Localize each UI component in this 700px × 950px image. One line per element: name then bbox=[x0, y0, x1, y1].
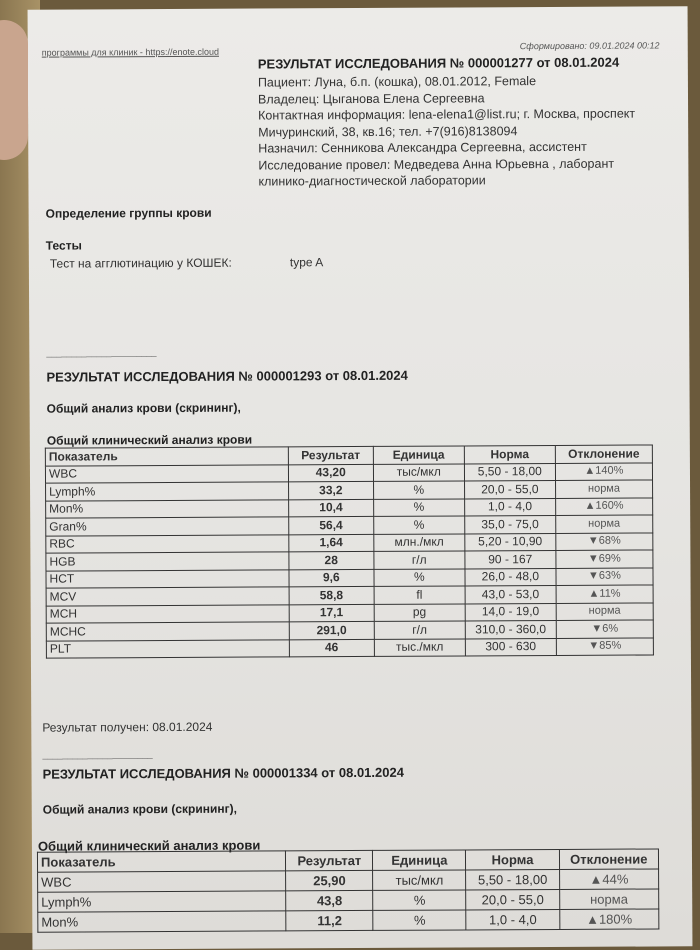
norm-cell: 310,0 - 360,0 bbox=[465, 620, 556, 638]
result-2-title: РЕЗУЛЬТАТ ИССЛЕДОВАНИЯ № 000001334 от 08.01.2024 bbox=[42, 764, 404, 782]
unit-cell: fl bbox=[374, 586, 465, 604]
deviation-cell: ▲180% bbox=[559, 909, 658, 930]
indicator-cell: Lymph% bbox=[46, 482, 289, 501]
deviation-cell: ▼6% bbox=[556, 620, 653, 638]
patient-line: Пациент: Луна, б.п. (кошка), 08.01.2012, Female bbox=[257, 74, 537, 90]
unit-cell: тыс/мкл bbox=[373, 463, 464, 481]
norm-cell: 20,0 - 55,0 bbox=[466, 889, 559, 909]
separator: ______________________ bbox=[46, 347, 157, 358]
owner-line: Владелец: Цыганова Елена Сергеевна bbox=[257, 90, 485, 107]
result-cell: 28 bbox=[289, 551, 374, 569]
result-cell: 10,4 bbox=[288, 499, 373, 517]
norm-cell: 14,0 - 19,0 bbox=[465, 603, 556, 621]
result-cell: 58,8 bbox=[289, 586, 374, 604]
contact-line: Контактная информация: lena-elena1@list.ru; г. Москва, проспект bbox=[258, 106, 636, 123]
indicator-cell: RBC bbox=[46, 534, 289, 553]
norm-cell: 20,0 - 55,0 bbox=[464, 480, 555, 498]
unit-cell: г/л bbox=[374, 621, 465, 639]
indicator-cell: Mon% bbox=[38, 911, 286, 932]
column-header: Отклонение bbox=[559, 849, 658, 870]
document-page bbox=[28, 6, 693, 949]
column-header: Результат bbox=[288, 446, 373, 464]
norm-cell: 1,0 - 4,0 bbox=[466, 909, 559, 929]
column-header: Показатель bbox=[45, 447, 288, 466]
result-1-received: Результат получен: 08.01.2024 bbox=[42, 719, 213, 735]
patient-info bbox=[258, 73, 636, 190]
indicator-cell: MCH bbox=[46, 604, 289, 623]
column-header: Единица bbox=[373, 850, 466, 870]
deviation-cell: норма bbox=[555, 480, 652, 498]
deviation-cell: ▲11% bbox=[556, 585, 653, 603]
result-2-table bbox=[37, 848, 659, 932]
result-cell: 43,20 bbox=[288, 464, 373, 482]
indicator-cell: Gran% bbox=[46, 517, 289, 536]
result-cell: 11,2 bbox=[286, 910, 373, 930]
indicator-cell: WBC bbox=[38, 871, 286, 892]
result-1-table-title: Общий клинический анализ крови bbox=[46, 432, 253, 448]
unit-cell: pg bbox=[374, 603, 465, 621]
norm-cell: 90 - 167 bbox=[465, 550, 556, 568]
result-cell: 56,4 bbox=[288, 516, 373, 534]
unit-cell: % bbox=[373, 910, 466, 930]
column-header: Норма bbox=[466, 849, 559, 869]
norm-cell: 1,0 - 4,0 bbox=[464, 498, 555, 516]
indicator-cell: HCT bbox=[46, 569, 289, 588]
table-row bbox=[38, 909, 659, 932]
result-cell: 17,1 bbox=[289, 604, 374, 622]
unit-cell: млн./мкл bbox=[374, 533, 465, 551]
result-cell: 46 bbox=[289, 639, 374, 657]
deviation-cell: норма bbox=[556, 602, 653, 620]
indicator-cell: HGB bbox=[46, 552, 289, 571]
deviation-cell: ▼85% bbox=[556, 637, 653, 655]
column-header: Отклонение bbox=[555, 445, 652, 463]
column-header: Норма bbox=[464, 445, 555, 463]
blood-group-heading: Определение группы крови bbox=[45, 205, 212, 221]
norm-cell: 300 - 630 bbox=[465, 638, 556, 656]
indicator-cell: MCV bbox=[46, 587, 289, 606]
norm-cell: 5,50 - 18,00 bbox=[464, 463, 555, 481]
unit-cell: % bbox=[374, 568, 465, 586]
column-header: Единица bbox=[373, 446, 464, 464]
result-cell: 1,64 bbox=[289, 534, 374, 552]
address-line: Мичуринский, 38, кв.16; тел. +7(916)8138094 bbox=[258, 123, 518, 140]
result-1-title: РЕЗУЛЬТАТ ИССЛЕДОВАНИЯ № 000001293 от 08.01.2024 bbox=[46, 367, 408, 385]
generated-timestamp: Сформировано: 09.01.2024 00:12 bbox=[519, 40, 660, 52]
test-value: type A bbox=[289, 255, 324, 270]
deviation-cell: ▼68% bbox=[556, 532, 653, 550]
unit-cell: % bbox=[373, 498, 464, 516]
result-1-table bbox=[45, 444, 654, 658]
indicator-cell: Lymph% bbox=[38, 891, 286, 912]
deviation-cell: ▲160% bbox=[555, 497, 652, 515]
column-header: Показатель bbox=[37, 851, 285, 872]
unit-cell: тыс./мкл bbox=[374, 638, 465, 656]
report-title: РЕЗУЛЬТАТ ИССЛЕДОВАНИЯ № 000001277 от 08.01.2024 bbox=[257, 54, 620, 72]
norm-cell: 35,0 - 75,0 bbox=[465, 515, 556, 533]
norm-cell: 5,20 - 10,90 bbox=[465, 533, 556, 551]
test-name: Тест на агглютинацию у КОШЕК: bbox=[49, 255, 232, 271]
deviation-cell: норма bbox=[559, 889, 658, 910]
deviation-cell: норма bbox=[556, 515, 653, 533]
result-2-table-title: Общий клинический анализ крови bbox=[37, 837, 261, 854]
norm-cell: 5,50 - 18,00 bbox=[466, 869, 559, 889]
deviation-cell: ▼69% bbox=[556, 550, 653, 568]
performed-line: Исследование провел: Медведева Анна Юрьевна , лаборант bbox=[258, 156, 615, 173]
assigned-line: Назначил: Сенникова Александра Сергеевна, ассистент bbox=[258, 139, 587, 156]
tests-heading: Тесты bbox=[45, 238, 82, 253]
unit-cell: % bbox=[373, 516, 464, 534]
deviation-cell: ▼63% bbox=[556, 567, 653, 585]
table-row bbox=[46, 637, 653, 658]
separator: ______________________ bbox=[42, 749, 153, 760]
result-cell: 9,6 bbox=[289, 569, 374, 587]
norm-cell: 26,0 - 48,0 bbox=[465, 568, 556, 586]
indicator-cell: MCHC bbox=[46, 622, 289, 641]
unit-cell: тыс/мкл bbox=[373, 870, 466, 890]
column-header: Результат bbox=[286, 850, 373, 870]
result-cell: 25,90 bbox=[286, 870, 373, 890]
unit-cell: % bbox=[373, 890, 466, 910]
lab-line: клинико-диагностической лаборатории bbox=[258, 173, 486, 189]
result-cell: 291,0 bbox=[289, 621, 374, 639]
unit-cell: % bbox=[373, 481, 464, 499]
indicator-cell: Mon% bbox=[46, 499, 289, 518]
result-1-subtitle: Общий анализ крови (скрининг), bbox=[46, 400, 241, 416]
norm-cell: 43,0 - 53,0 bbox=[465, 585, 556, 603]
indicator-cell: WBC bbox=[45, 464, 288, 483]
hand bbox=[0, 20, 28, 160]
result-cell: 33,2 bbox=[288, 481, 373, 499]
indicator-cell: PLT bbox=[46, 639, 289, 658]
deviation-cell: ▲44% bbox=[559, 869, 658, 890]
result-cell: 43,8 bbox=[286, 890, 373, 910]
result-2-subtitle: Общий анализ крови (скрининг), bbox=[42, 801, 237, 817]
software-link[interactable]: программы для клиник - https://enote.cloud bbox=[41, 46, 219, 58]
unit-cell: г/л bbox=[374, 551, 465, 569]
deviation-cell: ▲140% bbox=[555, 462, 652, 480]
